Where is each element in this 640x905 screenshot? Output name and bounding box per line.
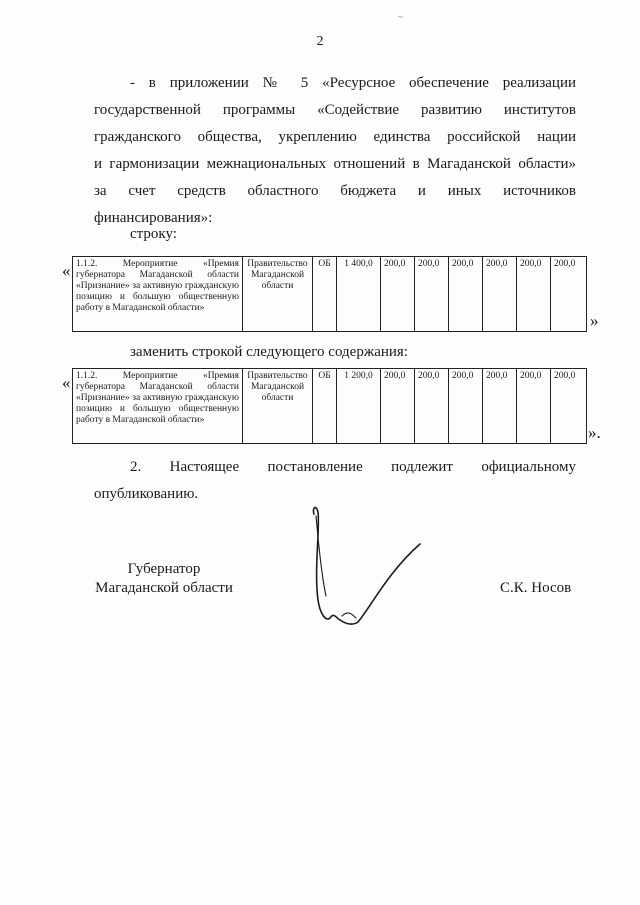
intro-line: и гармонизации межнациональных отношений в Магаданской области» (94, 156, 576, 172)
year-cell: 200,0 (381, 257, 415, 332)
year-cell: 200,0 (551, 369, 587, 444)
total-cell: 1 400,0 (337, 257, 381, 332)
clause-line: опубликованию. (94, 486, 199, 502)
year-cell: 200,0 (381, 369, 415, 444)
replace-label: заменить строкой следующего содержания: (130, 344, 408, 360)
funding-source-cell: ОБ (313, 257, 337, 332)
clause-line: 2. Настоящее постановление подлежит официальному (130, 459, 576, 475)
intro-line: за счет средств областного бюджета и иных источников (94, 183, 576, 199)
handwritten-signature (296, 500, 436, 640)
close-quote: ». (588, 423, 601, 442)
year-cell: 200,0 (449, 257, 483, 332)
new-row-table (72, 368, 587, 444)
governor-title-line: Магаданской области (95, 580, 233, 596)
funding-source-cell: ОБ (313, 369, 337, 444)
measure-description: 1.1.2. Мероприятие «Премия губернатора Магаданской области «Признание» за активную гражданскую позицию и большую общественную работу в Магаданской области» (73, 369, 243, 444)
executor-cell: Правительство Магаданской области (243, 369, 313, 444)
year-cell: 200,0 (551, 257, 587, 332)
year-cell: 200,0 (449, 369, 483, 444)
page-number: 2 (316, 34, 324, 49)
close-quote: » (590, 311, 599, 330)
intro-line: финансирования»: (94, 210, 213, 226)
executor-cell: Правительство Магаданской области (243, 257, 313, 332)
measure-description: 1.1.2. Мероприятие «Премия губернатора Магаданской области «Признание» за активную гражданскую позицию и большую общественную работу в Магаданской области» (73, 257, 243, 332)
governor-title (84, 560, 244, 598)
intro-paragraph (94, 70, 576, 232)
governor-title-line: Губернатор (127, 561, 201, 577)
year-cell: 200,0 (483, 257, 517, 332)
year-cell: 200,0 (415, 257, 449, 332)
year-cell: 200,0 (483, 369, 517, 444)
top-mark: ~ (398, 12, 403, 22)
open-quote: « (62, 261, 71, 280)
year-cell: 200,0 (517, 369, 551, 444)
year-cell: 200,0 (415, 369, 449, 444)
open-quote: « (62, 373, 71, 392)
row-label: строку: (130, 226, 177, 242)
total-cell: 1 200,0 (337, 369, 381, 444)
intro-line: государственной программы «Содействие развитию институтов (94, 102, 576, 118)
intro-line: - в приложении № 5 «Ресурсное обеспечение реализации (130, 75, 576, 91)
old-row-table (72, 256, 587, 332)
governor-name: С.К. Носов (500, 580, 572, 596)
year-cell: 200,0 (517, 257, 551, 332)
intro-line: гражданского общества, укреплению единства российской нации (94, 129, 576, 145)
